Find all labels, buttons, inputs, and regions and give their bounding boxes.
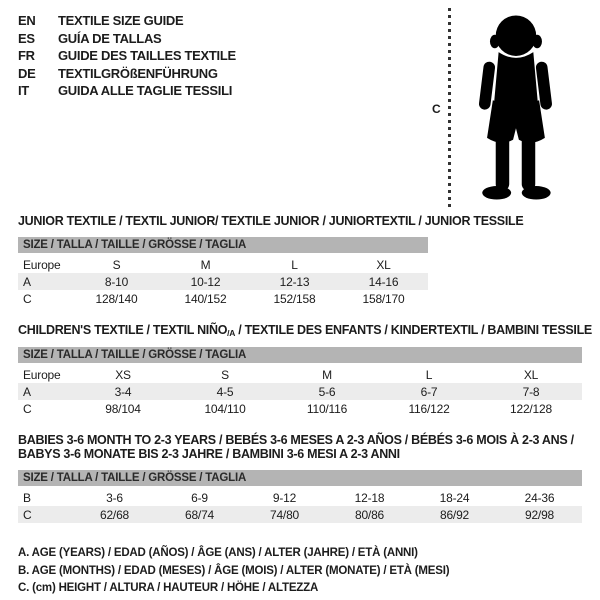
legend-line-a: A. AGE (YEARS) / EDAD (AÑOS) / ÂGE (ANS) / ALTER (JAHRE) / ETÀ (ANNI) (18, 547, 418, 559)
table-row (18, 273, 428, 290)
size-header-bar: SIZE / TALLA / TAILLE / GRÖSSE / TAGLIA (18, 470, 582, 486)
cell: XL (523, 367, 539, 382)
table-row (18, 383, 582, 400)
cell: XS (115, 367, 131, 382)
title-prefix: CHILDREN'S TEXTILE / TEXTIL NIÑO (18, 323, 228, 337)
row-label: A (23, 384, 31, 399)
language-code: ES (18, 30, 35, 46)
cell: 110/116 (306, 401, 348, 416)
language-title: GUIDA ALLE TAGLIE TESSILI (58, 83, 233, 98)
cell: 4-5 (216, 384, 234, 399)
cell: 3-4 (114, 384, 132, 399)
table-row (18, 256, 428, 273)
cell: 62/68 (99, 507, 130, 522)
cell: 12-13 (279, 274, 310, 289)
cell: 104/110 (204, 401, 246, 416)
children-table (18, 347, 582, 417)
table-row (18, 489, 582, 506)
language-code: DE (18, 65, 36, 81)
cell: L (291, 257, 298, 272)
header-section (18, 0, 582, 212)
toddler-silhouette-icon (462, 8, 568, 208)
cell: M (200, 257, 211, 272)
cell: 140/152 (184, 291, 227, 306)
cell: 74/80 (269, 507, 300, 522)
row-label: A (23, 274, 31, 289)
row-label: B (23, 490, 31, 505)
cell: 68/74 (184, 507, 215, 522)
children-table-title (18, 323, 592, 338)
title-line-2: BABYS 3-6 MONATE BIS 2-3 JAHRE / BAMBINI 3-6 MESI A 2-3 ANNI (18, 447, 400, 461)
cell: 18-24 (439, 490, 470, 505)
cell: 6-7 (420, 384, 438, 399)
cell: 3-6 (106, 490, 123, 505)
language-title: GUIDE DES TAILLES TEXTILE (58, 48, 236, 63)
table-row (18, 400, 582, 417)
dotted-measure-line (448, 8, 451, 208)
language-title: GUÍA DE TALLAS (58, 30, 162, 46)
title-subscript: /A (227, 328, 236, 338)
cell: 116/122 (408, 401, 450, 416)
cell: 5-6 (318, 384, 336, 399)
row-label: Europe (23, 367, 61, 382)
language-code: EN (18, 13, 36, 28)
table-row (18, 506, 582, 523)
cell: 10-12 (190, 274, 221, 289)
table-row (18, 366, 582, 383)
cell: S (221, 367, 229, 382)
junior-table (18, 237, 428, 307)
cell: 98/104 (105, 401, 141, 416)
row-label: C (23, 291, 32, 306)
junior-table-title: JUNIOR TEXTILE / TEXTIL JUNIOR/ TEXTILE JUNIOR / JUNIORTEXTIL / JUNIOR TESSILE (18, 214, 524, 228)
cell: S (112, 257, 121, 272)
language-title: TEXTILE SIZE GUIDE (58, 13, 184, 28)
cell: M (322, 367, 332, 382)
measure-legend (18, 545, 582, 598)
babies-table (18, 470, 582, 523)
children-table-section (18, 323, 592, 417)
cell: 9-12 (272, 490, 297, 505)
cell: 8-10 (104, 274, 129, 289)
cell: 14-16 (368, 274, 399, 289)
title-suffix: / TEXTILE DES ENFANTS / KINDERTEXTIL / BAMBINI TESSILE (235, 323, 592, 337)
size-header-bar: SIZE / TALLA / TAILLE / GRÖSSE / TAGLIA (18, 347, 582, 363)
cell: 86/92 (439, 507, 470, 522)
height-measure-label: C (432, 102, 441, 116)
cell: 6-9 (191, 490, 208, 505)
row-label: Europe (23, 257, 61, 272)
height-measure-figure (432, 8, 570, 210)
language-code: IT (18, 83, 29, 98)
babies-table-section (18, 433, 582, 523)
language-code: FR (18, 48, 35, 63)
cell: 128/140 (95, 291, 138, 306)
cell: L (425, 367, 433, 382)
table-row (18, 290, 428, 307)
title-line-1: BABIES 3-6 MONTH TO 2-3 YEARS / BEBÉS 3-6 MESES A 2-3 AÑOS / BÉBÉS 3-6 MOIS À 2-3 ANS / (18, 433, 574, 447)
legend-line-b: B. AGE (MONTHS) / EDAD (MESES) / ÂGE (MOIS) / ALTER (MONATE) / ETÀ (MESI) (18, 564, 450, 577)
cell: 122/128 (510, 401, 552, 416)
legend-line-c: C. (cm) HEIGHT / ALTURA / HAUTEUR / HÖHE / ALTEZZA (18, 582, 319, 594)
cell: 152/158 (273, 291, 316, 306)
babies-table-title (18, 433, 582, 461)
cell: 92/98 (524, 507, 555, 522)
cell: 7-8 (522, 384, 540, 399)
cell: 80/86 (354, 507, 385, 522)
row-label: C (23, 507, 32, 522)
junior-table-section (18, 214, 582, 307)
cell: XL (376, 257, 391, 272)
language-title: TEXTILGRÖßENFÜHRUNG (58, 65, 218, 81)
cell: 24-36 (524, 490, 555, 505)
cell: 12-18 (354, 490, 385, 505)
size-header-bar: SIZE / TALLA / TAILLE / GRÖSSE / TAGLIA (18, 237, 428, 253)
row-label: C (23, 401, 32, 416)
cell: 158/170 (362, 291, 405, 306)
